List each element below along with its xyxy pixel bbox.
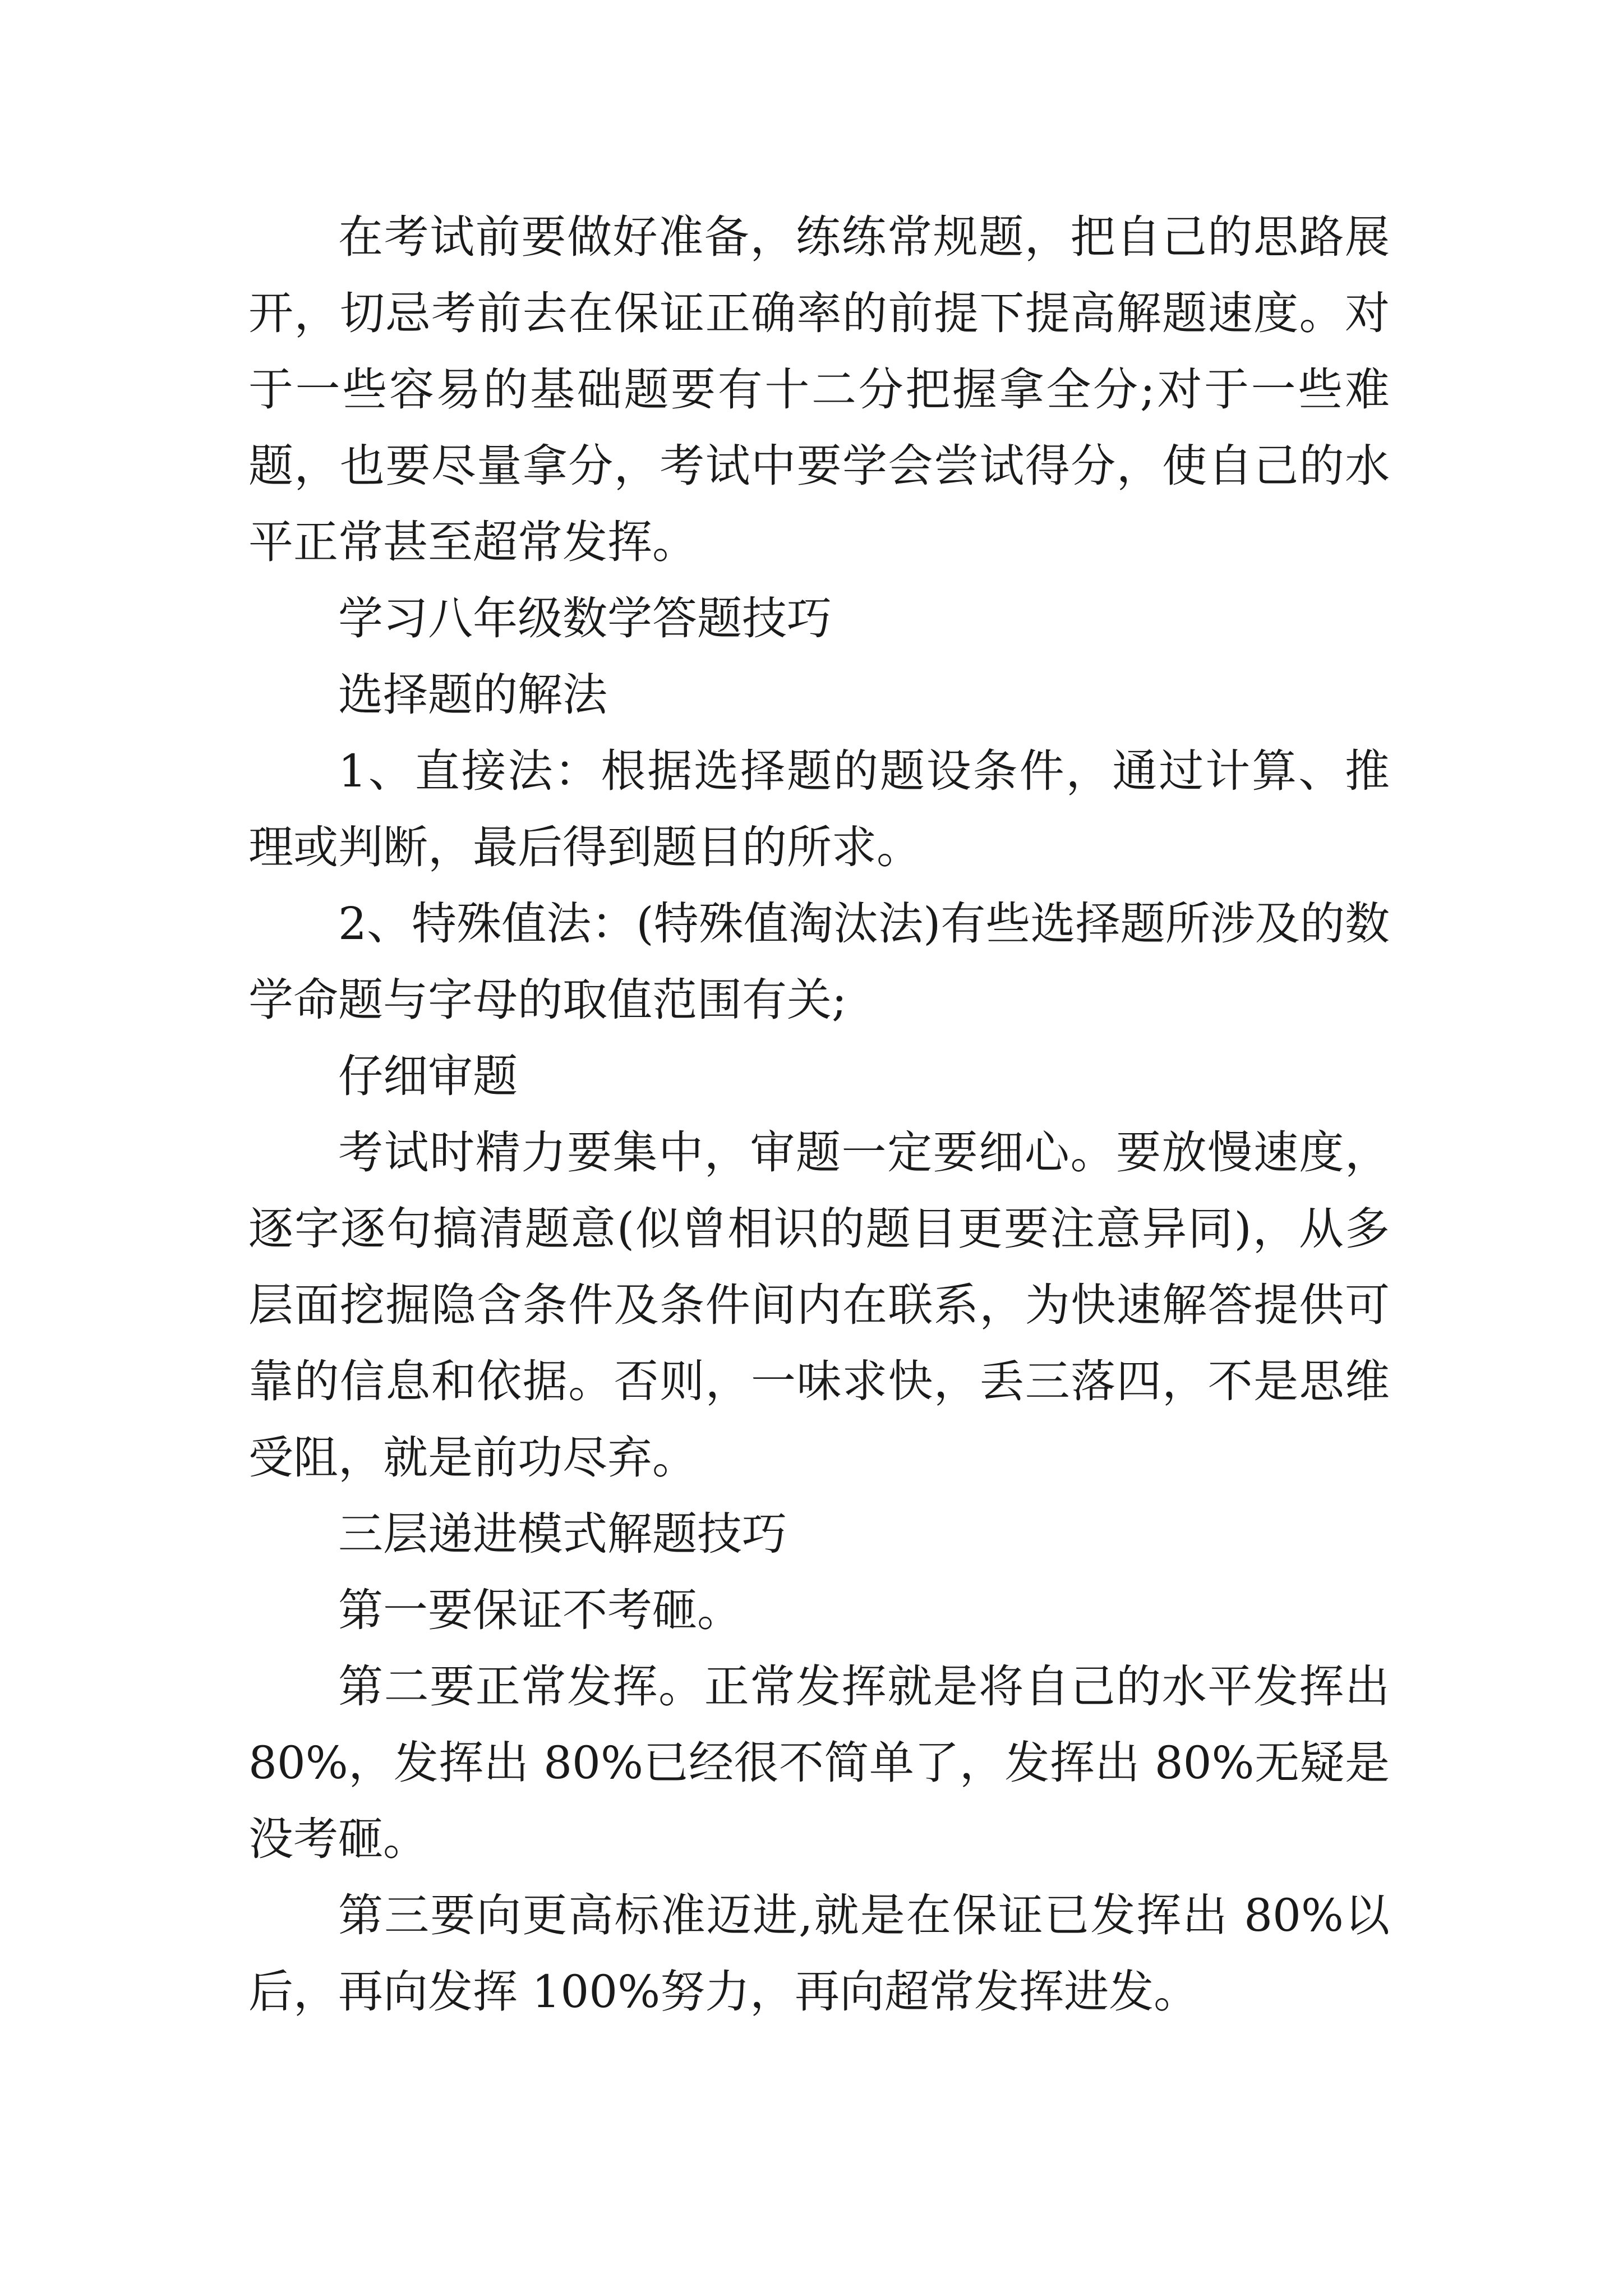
paragraph-third-step: 第三要向更高标准迈进,就是在保证已发挥出 80%以后，再向发挥 100%努力，再向超常发挥进发。 bbox=[248, 1889, 1390, 2018]
paragraph-first-step: 第一要保证不考砸。 bbox=[338, 1584, 742, 1636]
heading-careful-reading: 仔细审题 bbox=[338, 1050, 518, 1102]
heading-answer-tips: 学习八年级数学答题技巧 bbox=[338, 592, 832, 645]
paragraph-second-step: 第二要正常发挥。正常发挥就是将自己的水平发挥出80%，发挥出 80%已经很不简单了，发挥出 80%无疑是没考砸。 bbox=[248, 1660, 1390, 1865]
paragraph-exam-preparation: 在考试前要做好准备，练练常规题，把自己的思路展开，切忌考前去在保证正确率的前提下提高解题速度。对于一些容易的基础题要有十二分把握拿全分;对于一些难题，也要尽量拿分，考试中要学会尝试得分，使自己的水平正常甚至超常发挥。 bbox=[248, 211, 1390, 568]
heading-multiple-choice: 选择题的解法 bbox=[338, 669, 607, 721]
paragraph-direct-method: 1、直接法：根据选择题的题设条件，通过计算、推理或判断，最后得到题目的所求。 bbox=[248, 745, 1390, 873]
document-body bbox=[248, 199, 1390, 2030]
paragraph-careful-reading: 考试时精力要集中，审题一定要细心。要放慢速度，逐字逐句搞清题意(似曾相识的题目更要注意异同)，从多层面挖掘隐含条件及条件间内在联系，为快速解答提供可靠的信息和依据。否则，一味求快，丢三落四，不是思维受阻，就是前功尽弃。 bbox=[248, 1126, 1390, 1484]
paragraph-special-value-method: 2、特殊值法：(特殊值淘汰法)有些选择题所涉及的数学命题与字母的取值范围有关; bbox=[248, 898, 1390, 1026]
heading-three-layer-mode: 三层递进模式解题技巧 bbox=[338, 1508, 787, 1560]
